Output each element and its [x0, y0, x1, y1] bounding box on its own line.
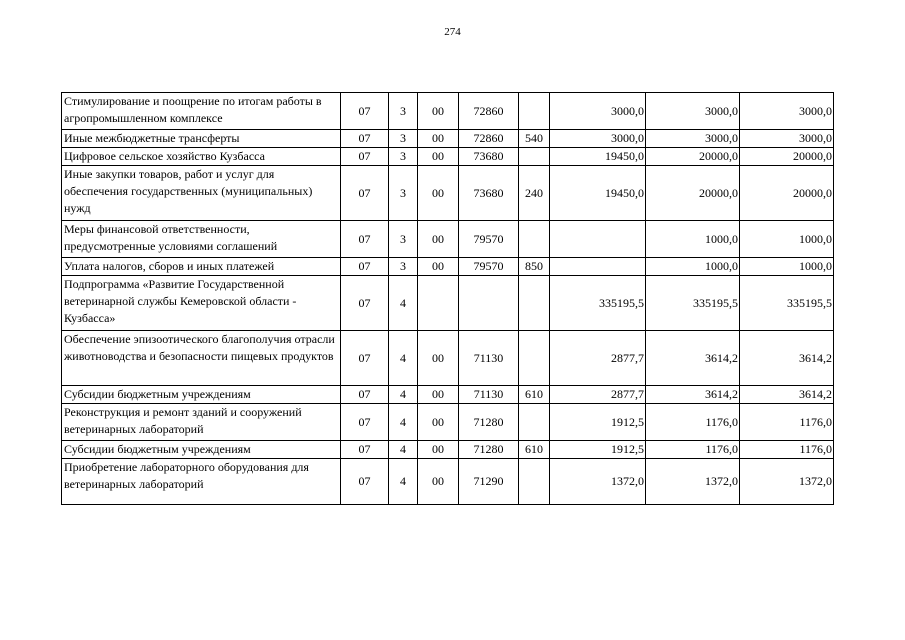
table-row [62, 166, 834, 221]
cell-amount-year-2: 1176,0 [646, 441, 740, 459]
cell-amount-year-1: 19450,0 [550, 148, 646, 166]
cell-amount-year-3: 1000,0 [740, 221, 834, 258]
cell-amount-year-3: 1000,0 [740, 258, 834, 276]
cell-target-code: 79570 [459, 221, 519, 258]
cell-section: 07 [341, 441, 389, 459]
cell-amount-year-1 [550, 221, 646, 258]
cell-amount-year-2: 3614,2 [646, 386, 740, 404]
cell-subsection: 3 [389, 258, 418, 276]
cell-name: Стимулирование и поощрение по итогам работы в агропромышленном комплексе [62, 93, 341, 130]
cell-target-code: 71290 [459, 459, 519, 505]
cell-amount-year-1 [550, 258, 646, 276]
cell-program-code: 00 [418, 404, 459, 441]
cell-section: 07 [341, 258, 389, 276]
cell-name: Субсидии бюджетным учреждениям [62, 441, 341, 459]
cell-target-code [459, 276, 519, 331]
table-row [62, 221, 834, 258]
cell-amount-year-2: 1000,0 [646, 258, 740, 276]
cell-expense-type [519, 459, 550, 505]
cell-amount-year-1: 335195,5 [550, 276, 646, 331]
cell-name: Уплата налогов, сборов и иных платежей [62, 258, 341, 276]
cell-amount-year-1: 1372,0 [550, 459, 646, 505]
cell-section: 07 [341, 386, 389, 404]
cell-amount-year-1: 1912,5 [550, 404, 646, 441]
cell-amount-year-1: 3000,0 [550, 93, 646, 130]
table-row [62, 258, 834, 276]
cell-amount-year-2: 3614,2 [646, 331, 740, 386]
cell-section: 07 [341, 276, 389, 331]
cell-target-code: 79570 [459, 258, 519, 276]
table-row [62, 331, 834, 386]
cell-amount-year-2: 1372,0 [646, 459, 740, 505]
cell-name: Цифровое сельское хозяйство Кузбасса [62, 148, 341, 166]
cell-amount-year-2: 1176,0 [646, 404, 740, 441]
table-row [62, 148, 834, 166]
budget-table [61, 92, 834, 505]
cell-amount-year-1: 1912,5 [550, 441, 646, 459]
cell-target-code: 73680 [459, 148, 519, 166]
cell-name: Иные межбюджетные трансферты [62, 130, 341, 148]
cell-expense-type [519, 148, 550, 166]
cell-target-code: 71280 [459, 441, 519, 459]
cell-expense-type [519, 331, 550, 386]
cell-program-code [418, 276, 459, 331]
cell-expense-type: 240 [519, 166, 550, 221]
cell-subsection: 4 [389, 459, 418, 505]
cell-expense-type: 850 [519, 258, 550, 276]
cell-name: Реконструкция и ремонт зданий и сооружений ветеринарных лабораторий [62, 404, 341, 441]
cell-amount-year-3: 3614,2 [740, 386, 834, 404]
table-row [62, 130, 834, 148]
cell-expense-type [519, 276, 550, 331]
cell-subsection: 4 [389, 331, 418, 386]
cell-name: Субсидии бюджетным учреждениям [62, 386, 341, 404]
cell-subsection: 4 [389, 441, 418, 459]
cell-program-code: 00 [418, 331, 459, 386]
table-row [62, 404, 834, 441]
cell-subsection: 4 [389, 276, 418, 331]
cell-program-code: 00 [418, 386, 459, 404]
cell-expense-type [519, 93, 550, 130]
cell-target-code: 71130 [459, 386, 519, 404]
cell-name: Иные закупки товаров, работ и услуг для обеспечения государственных (муниципальных) нужд [62, 166, 341, 221]
cell-subsection: 3 [389, 93, 418, 130]
cell-amount-year-1: 2877,7 [550, 386, 646, 404]
cell-amount-year-2: 3000,0 [646, 130, 740, 148]
cell-subsection: 4 [389, 386, 418, 404]
cell-amount-year-3: 1176,0 [740, 404, 834, 441]
cell-section: 07 [341, 93, 389, 130]
cell-amount-year-2: 3000,0 [646, 93, 740, 130]
cell-program-code: 00 [418, 221, 459, 258]
cell-program-code: 00 [418, 93, 459, 130]
cell-amount-year-3: 20000,0 [740, 166, 834, 221]
table-row [62, 386, 834, 404]
cell-expense-type: 610 [519, 441, 550, 459]
cell-section: 07 [341, 459, 389, 505]
cell-amount-year-3: 3614,2 [740, 331, 834, 386]
cell-section: 07 [341, 148, 389, 166]
cell-expense-type [519, 404, 550, 441]
cell-amount-year-3: 1176,0 [740, 441, 834, 459]
cell-section: 07 [341, 331, 389, 386]
table-row [62, 276, 834, 331]
cell-amount-year-3: 335195,5 [740, 276, 834, 331]
cell-amount-year-3: 20000,0 [740, 148, 834, 166]
cell-program-code: 00 [418, 148, 459, 166]
cell-name: Обеспечение эпизоотического благополучия отрасли животноводства и безопасности пищевых продуктов [62, 331, 341, 386]
cell-target-code: 72860 [459, 93, 519, 130]
cell-amount-year-3: 3000,0 [740, 93, 834, 130]
cell-subsection: 3 [389, 166, 418, 221]
cell-name: Приобретение лабораторного оборудования для ветеринарных лабораторий [62, 459, 341, 505]
cell-amount-year-2: 20000,0 [646, 148, 740, 166]
cell-amount-year-2: 335195,5 [646, 276, 740, 331]
cell-expense-type: 610 [519, 386, 550, 404]
cell-target-code: 72860 [459, 130, 519, 148]
cell-expense-type [519, 221, 550, 258]
table-row [62, 93, 834, 130]
cell-program-code: 00 [418, 258, 459, 276]
cell-target-code: 71130 [459, 331, 519, 386]
cell-section: 07 [341, 130, 389, 148]
cell-target-code: 73680 [459, 166, 519, 221]
cell-program-code: 00 [418, 130, 459, 148]
cell-subsection: 3 [389, 221, 418, 258]
cell-amount-year-3: 1372,0 [740, 459, 834, 505]
cell-amount-year-1: 2877,7 [550, 331, 646, 386]
cell-program-code: 00 [418, 441, 459, 459]
cell-section: 07 [341, 221, 389, 258]
cell-name: Подпрограмма «Развитие Государственной ветеринарной службы Кемеровской области - Кузбасса» [62, 276, 341, 331]
cell-name: Меры финансовой ответственности, предусмотренные условиями соглашений [62, 221, 341, 258]
table-row [62, 459, 834, 505]
cell-program-code: 00 [418, 459, 459, 505]
cell-target-code: 71280 [459, 404, 519, 441]
cell-program-code: 00 [418, 166, 459, 221]
cell-expense-type: 540 [519, 130, 550, 148]
cell-amount-year-1: 3000,0 [550, 130, 646, 148]
table-row [62, 441, 834, 459]
cell-subsection: 4 [389, 404, 418, 441]
cell-amount-year-3: 3000,0 [740, 130, 834, 148]
cell-subsection: 3 [389, 130, 418, 148]
cell-amount-year-1: 19450,0 [550, 166, 646, 221]
cell-amount-year-2: 1000,0 [646, 221, 740, 258]
budget-table-body [62, 93, 834, 505]
cell-section: 07 [341, 404, 389, 441]
cell-section: 07 [341, 166, 389, 221]
cell-amount-year-2: 20000,0 [646, 166, 740, 221]
cell-subsection: 3 [389, 148, 418, 166]
page-number: 274 [444, 26, 461, 38]
